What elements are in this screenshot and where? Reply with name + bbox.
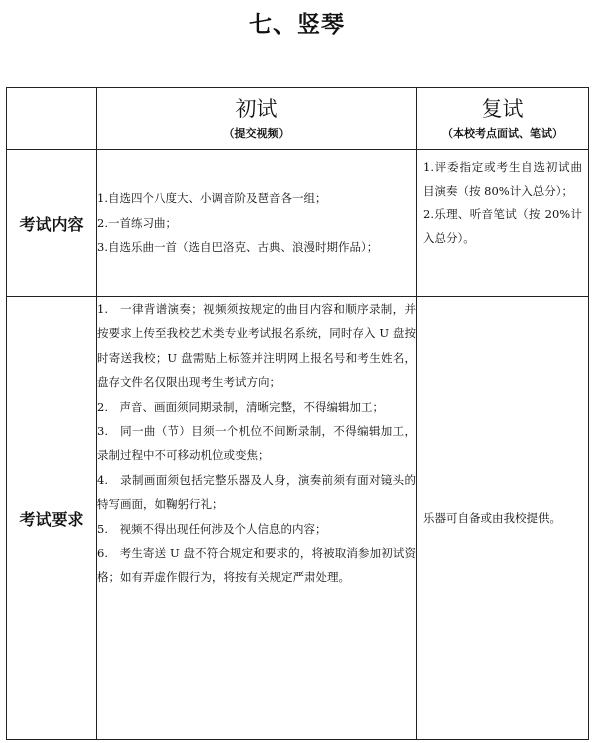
exam-requirements-initial-cell bbox=[97, 297, 417, 740]
table-row-exam-requirements bbox=[7, 297, 589, 740]
list-item: 5. 视频不得出现任何涉及个人信息的内容； bbox=[97, 521, 327, 536]
header-initial-exam bbox=[97, 88, 417, 150]
initial-exam-subtitle: （提交视频） bbox=[223, 126, 290, 140]
table-header-row bbox=[7, 88, 589, 150]
list-item: 4. 录制画面须包括完整乐器及人身，演奏前须有面对镜头的特写画面，如鞠躬行礼； bbox=[97, 472, 416, 512]
retest-exam-title: 复试 bbox=[481, 96, 524, 121]
initial-exam-title: 初试 bbox=[235, 96, 278, 121]
list-item: 1.自选四个八度大、小调音阶及琶音各一组； bbox=[97, 191, 327, 206]
list-item: 乐器可自备或由我校提供。 bbox=[423, 511, 561, 525]
exam-content-initial-cell bbox=[97, 150, 417, 297]
page-title: 七、竖琴 bbox=[249, 12, 345, 38]
row-label-exam-requirements: 考试要求 bbox=[7, 297, 97, 740]
list-item: 1. 一律背谱演奏；视频须按规定的曲目内容和顺序录制，并按要求上传至我校艺术类专业考试报名系统，同时存入 U 盘按时寄送我校；U 盘需贴上标签并注明网上报名号和考生姓名，盘存文件名仅限出现考生考试方向； bbox=[97, 302, 416, 390]
list-item: 2. 声音、画面须同期录制，清晰完整，不得编辑加工； bbox=[97, 399, 384, 414]
exam-requirements-table bbox=[6, 87, 589, 740]
exam-requirements-retest-cell bbox=[417, 297, 589, 740]
retest-exam-subtitle: （本校考点面试、笔试） bbox=[442, 126, 563, 140]
list-item: 3.自选乐曲一首（选自巴洛克、古典、浪漫时期作品）； bbox=[97, 240, 379, 255]
list-item: 6. 考生寄送 U 盘不符合规定和要求的，将被取消参加初试资格；如有弄虚作假行为，将按有关规定严肃处理。 bbox=[97, 546, 416, 585]
list-item: 2.一首练习曲； bbox=[97, 215, 177, 230]
table-row-exam-content bbox=[7, 150, 589, 297]
list-item: 1.评委指定或考生自选初试曲目演奏（按 80%计入总分）； bbox=[423, 160, 582, 198]
header-retest-exam bbox=[417, 88, 589, 150]
list-item: 3. 同一曲（节）目须一个机位不间断录制，不得编辑加工，录制过程中不可移动机位或变焦； bbox=[97, 424, 416, 463]
row-label-exam-content: 考试内容 bbox=[7, 150, 97, 297]
header-corner-cell bbox=[7, 88, 97, 150]
exam-content-retest-cell bbox=[417, 150, 589, 297]
list-item: 2.乐理、听音笔试（按 20%计入总分）。 bbox=[423, 207, 582, 245]
